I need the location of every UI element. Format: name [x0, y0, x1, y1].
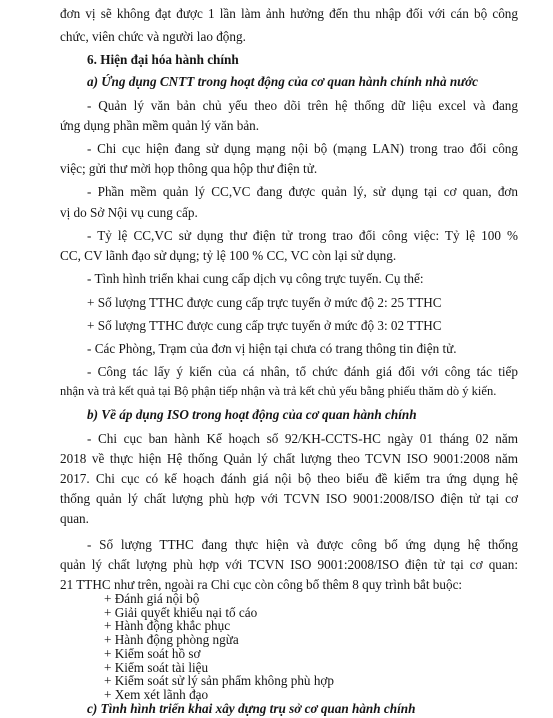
body-text-line: - Quản lý văn bản chủ yếu theo dõi trên hệ thống dữ liệu excel và đang — [87, 98, 518, 113]
list-item: + Số lượng TTHC được cung cấp trực tuyến ở mức độ 2: 25 TTHC — [87, 295, 442, 310]
body-text-line: vị do Sở Nội vụ cung cấp. — [60, 205, 198, 220]
body-text-line: 2017. Chi cục có kế hoạch đánh giá nội bộ theo biểu đề kiểm tra ứng dụng hệ — [60, 471, 518, 486]
subsection-heading: a) Ứng dụng CNTT trong hoạt động của cơ quan hành chính nhà nước — [87, 74, 479, 89]
body-text-line: - Tỷ lệ CC,VC sử dụng thư điện tử trong trao đổi công việc: Tỷ lệ 100 % — [87, 228, 518, 243]
list-item: + Kiểm soát tài liệu — [104, 659, 209, 675]
section-heading: 6. Hiện đại hóa hành chính — [87, 52, 239, 67]
body-text-line: - Chi cục ban hành Kế hoạch số 92/KH-CCTS-HC ngày 01 tháng 02 năm — [87, 431, 518, 446]
subsection-heading: c) Tình hình triển khai xây dựng trụ sở cơ quan hành chính — [87, 701, 416, 716]
body-text-line: - Công tác lấy ý kiến của cá nhân, tổ chức đánh giá đối với công tác tiếp — [87, 364, 518, 379]
list-item: + Số lượng TTHC được cung cấp trực tuyến ở mức độ 3: 02 TTHC — [87, 318, 442, 333]
body-text-line: ứng dụng phần mềm quản lý văn bản. — [60, 118, 260, 133]
list-item: + Kiểm soát sử lý sản phẩm không phù hợp — [104, 673, 334, 689]
body-text-line: thống quản lý chất lượng phù hợp với TCVN ISO 9001:2008/ISO điện tử tại cơ — [60, 491, 518, 506]
list-item: + Đánh giá nội bộ — [104, 590, 200, 606]
body-text-line: - Tình hình triển khai cung cấp dịch vụ công trực tuyến. Cụ thể: — [87, 271, 424, 286]
body-text-line: CC, CV lãnh đạo sử dụng; tỷ lệ 100 % CC, VC còn lại sử dụng. — [60, 248, 397, 263]
body-text-line: quan. — [60, 511, 89, 526]
body-text-line: đơn vị sẽ không đạt được 1 lần làm ảnh hưởng đến thu nhập đối với cán bộ công — [60, 6, 518, 21]
body-text-line: 21 TTHC như trên, ngoài ra Chi cục còn công bố thêm 8 quy trình bắt buộc: — [60, 577, 463, 592]
body-text-line: việc; gửi thư mời họp thông qua hộp thư điện tử. — [60, 161, 318, 176]
body-text-line: - Số lượng TTHC đang thực hiện và được công bố ứng dụng hệ thống — [87, 537, 518, 552]
list-item: + Xem xét lãnh đạo — [104, 687, 209, 703]
subsection-heading: b) Về áp dụng ISO trong hoạt động của cơ quan hành chính — [87, 407, 417, 422]
body-text-line: - Các Phòng, Trạm của đơn vị hiện tại chưa có trang thông tin điện tử. — [87, 341, 457, 356]
body-text-line: quản lý chất lượng phù hợp với TCVN ISO 9001:2008/ISO điện tử tại cơ quan: — [60, 557, 518, 572]
list-item: + Kiểm soát hồ sơ — [104, 645, 201, 661]
list-item: + Giải quyết khiếu nại tố cáo — [104, 604, 258, 620]
body-text-line: chức, viên chức và người lao động. — [60, 29, 246, 44]
body-text-line: - Chi cục hiện đang sử dụng mạng nội bộ (mạng LAN) trong trao đổi công — [87, 141, 518, 156]
list-item: + Hành động khắc phục — [104, 618, 231, 634]
body-text-line: nhận và trả kết quả tại Bộ phận tiếp nhận và trả kết chủ yếu bằng phiếu thăm dò ý kiến. — [60, 384, 497, 398]
body-text-line: 2018 về thực hiện Hệ thống Quản lý chất lượng theo TCVN ISO 9001:2008 năm — [60, 451, 518, 466]
list-item: + Hành động phòng ngừa — [104, 632, 239, 648]
body-text-line: - Phần mềm quản lý CC,VC đang được quản lý, sử dụng tại cơ quan, đơn — [87, 184, 518, 199]
